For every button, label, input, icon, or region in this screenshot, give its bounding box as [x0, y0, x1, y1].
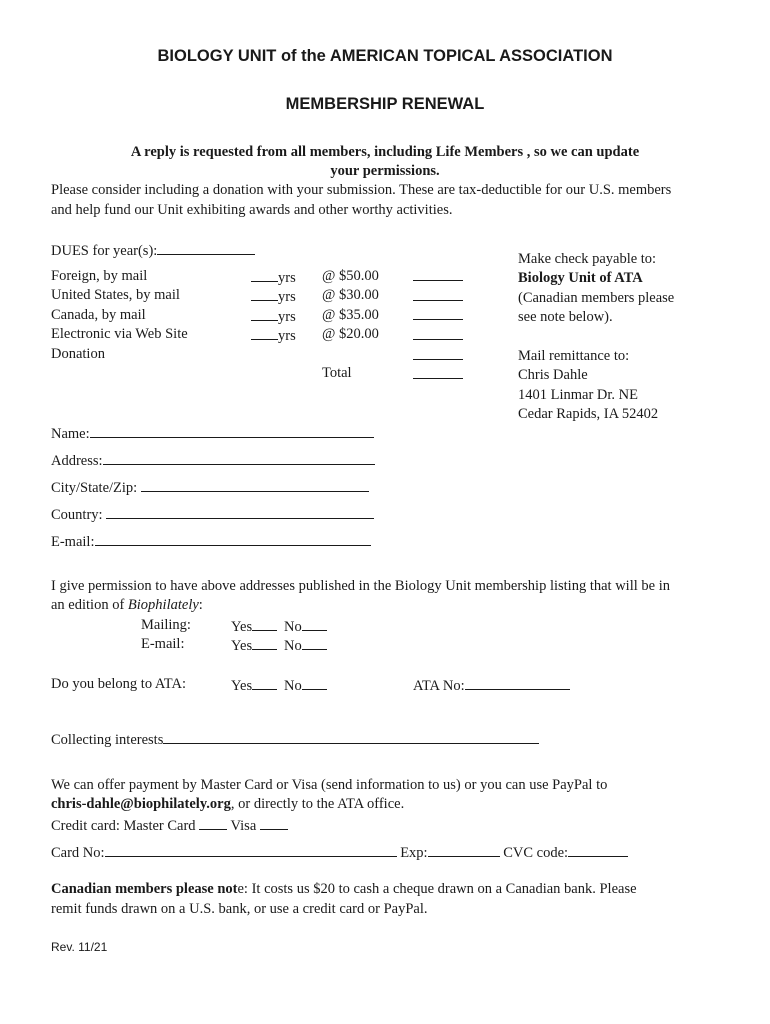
payable-line1: Make check payable to:	[518, 251, 657, 267]
dues-row-us-yrs[interactable]: yrs	[251, 286, 296, 308]
ata-yes-option[interactable]: Yes	[231, 675, 277, 697]
dues-row-foreign-yrs[interactable]: yrs	[251, 267, 296, 289]
yrs-blank[interactable]	[251, 306, 278, 321]
collecting-interests-label: Collecting interests	[51, 732, 164, 748]
canadian-note-heading: Canadian members please not	[51, 881, 238, 897]
biophilately-title: Biophilately	[127, 597, 199, 613]
reply-request-line1: A reply is requested from all members, including Life Members , so we can update	[130, 144, 640, 160]
donation-line2: and help fund our Unit exhibiting awards and other worthy activities.	[51, 202, 453, 218]
city-state-zip-blank[interactable]	[141, 477, 369, 492]
cvc-blank[interactable]	[568, 842, 628, 857]
ata-no-blank[interactable]	[302, 675, 327, 690]
mail-city: Cedar Rapids, IA 52402	[518, 406, 659, 422]
paypal-email: chris-dahle@biophilately.org	[51, 796, 231, 812]
permission-line1: I give permission to have above addresses published in the Biology Unit membership listing that will be in	[51, 578, 670, 594]
city-state-zip-label: City/State/Zip:	[51, 480, 141, 496]
donation-amount[interactable]	[413, 359, 463, 360]
yrs-blank[interactable]	[251, 325, 278, 340]
ata-number-blank[interactable]	[465, 675, 570, 690]
card-number-blank[interactable]	[105, 842, 397, 857]
total-amount[interactable]	[413, 378, 463, 379]
country-label: Country:	[51, 507, 107, 523]
yrs-blank[interactable]	[251, 267, 278, 282]
payable-name: Biology Unit of ATA	[518, 270, 643, 286]
yrs-blank[interactable]	[251, 286, 278, 301]
email-no-blank[interactable]	[302, 635, 327, 650]
dues-row-electronic-amount[interactable]	[413, 339, 463, 340]
form-title: BIOLOGY UNIT of the AMERICAN TOPICAL ASSOCIATION	[157, 47, 613, 65]
country-blank[interactable]	[106, 504, 374, 519]
dues-row-electronic-yrs[interactable]: yrs	[251, 325, 296, 347]
card-number-label: Card No:	[51, 845, 105, 861]
dues-year-field[interactable]	[51, 240, 255, 262]
dues-row-canada-amount[interactable]	[413, 319, 463, 320]
city-state-zip-field[interactable]	[51, 477, 369, 499]
email-blank[interactable]	[95, 531, 371, 546]
payment-line1: We can offer payment by Master Card or Visa (send information to us) or you can use PayPal to	[51, 777, 608, 793]
email-yes-blank[interactable]	[252, 635, 277, 650]
email-no-option[interactable]: No	[284, 635, 327, 657]
name-field[interactable]	[51, 423, 374, 445]
email-permission-label: E-mail:	[141, 636, 185, 652]
ata-no-option[interactable]: No	[284, 675, 327, 697]
donation-line1: Please consider including a donation with your submission. These are tax-deductible for our U.S. members	[51, 182, 672, 198]
mail-street: 1401 Linmar Dr. NE	[518, 387, 639, 403]
form-subtitle: MEMBERSHIP RENEWAL	[285, 95, 485, 113]
dues-row-us-label: United States, by mail	[51, 287, 180, 303]
ata-yes-blank[interactable]	[252, 675, 277, 690]
donation-label: Donation	[51, 346, 105, 362]
canadian-note-line1: Canadian members please note: It costs us $20 to cash a cheque drawn on a Canadian bank. Please	[51, 881, 637, 897]
permission-line2: an edition of Biophilately:	[51, 597, 203, 613]
master-card-blank[interactable]	[199, 815, 227, 830]
exp-blank[interactable]	[428, 842, 500, 857]
dues-row-electronic-label: Electronic via Web Site	[51, 326, 188, 342]
collecting-interests-field[interactable]	[51, 729, 539, 751]
payable-note2: see note below).	[518, 309, 613, 325]
revision-label: Rev. 11/21	[51, 940, 108, 954]
total-label: Total	[322, 365, 352, 381]
ata-number-label: ATA No:	[413, 678, 465, 694]
payable-note1: (Canadian members please	[518, 290, 675, 306]
mail-remittance-label: Mail remittance to:	[518, 348, 630, 364]
mailing-no-blank[interactable]	[302, 616, 327, 631]
dues-row-foreign-amount[interactable]	[413, 280, 463, 281]
mailing-yes-blank[interactable]	[252, 616, 277, 631]
dues-year-blank[interactable]	[157, 240, 255, 255]
address-label: Address:	[51, 453, 103, 469]
dues-row-electronic-price: @ $20.00	[322, 326, 379, 342]
mailing-yes-option[interactable]: Yes	[231, 616, 277, 638]
payment-line2: chris-dahle@biophilately.org, or directly to the ATA office.	[51, 796, 405, 812]
country-field[interactable]	[51, 504, 374, 526]
cvc-label: CVC code:	[503, 845, 569, 861]
dues-year-label: DUES for year(s):	[51, 243, 158, 259]
dues-row-foreign-price: @ $50.00	[322, 268, 379, 284]
mail-name: Chris Dahle	[518, 367, 588, 383]
dues-row-foreign-label: Foreign, by mail	[51, 268, 148, 284]
name-label: Name:	[51, 426, 90, 442]
dues-row-canada-yrs[interactable]: yrs	[251, 306, 296, 328]
name-blank[interactable]	[90, 423, 374, 438]
visa-blank[interactable]	[260, 815, 288, 830]
address-field[interactable]	[51, 450, 375, 472]
address-blank[interactable]	[103, 450, 375, 465]
credit-card-choice	[51, 815, 288, 837]
email-yes-option[interactable]: Yes	[231, 635, 277, 657]
mailing-no-option[interactable]: No	[284, 616, 327, 638]
exp-label: Exp:	[400, 845, 428, 861]
dues-row-canada-label: Canada, by mail	[51, 307, 146, 323]
mailing-permission-label: Mailing:	[141, 617, 191, 633]
email-label: E-mail:	[51, 534, 95, 550]
ata-question: Do you belong to ATA:	[51, 676, 186, 692]
card-number-row	[51, 842, 628, 864]
visa-label: Visa	[230, 818, 260, 834]
master-card-label: Credit card: Master Card	[51, 818, 200, 834]
dues-row-canada-price: @ $35.00	[322, 307, 379, 323]
reply-request-line2: your permissions.	[330, 163, 440, 179]
dues-row-us-amount[interactable]	[413, 300, 463, 301]
ata-number-field[interactable]	[413, 675, 570, 697]
email-field[interactable]	[51, 531, 371, 553]
collecting-interests-blank[interactable]	[163, 729, 539, 744]
dues-row-us-price: @ $30.00	[322, 287, 379, 303]
canadian-note-line2: remit funds drawn on a U.S. bank, or use a credit card or PayPal.	[51, 901, 428, 917]
